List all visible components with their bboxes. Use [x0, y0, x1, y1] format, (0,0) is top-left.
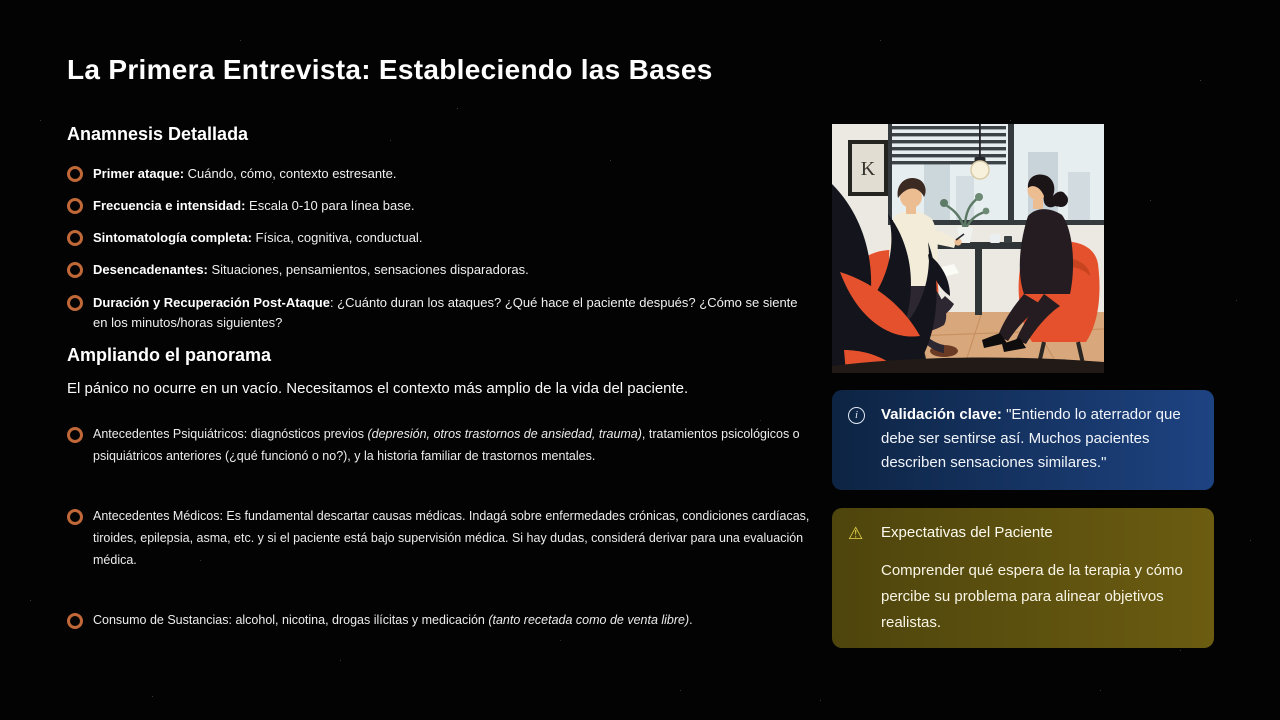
starfield-decoration — [0, 0, 1, 1]
validation-quote: "Entiendo lo aterrador que debe ser sentirse así. Muchos pacientes describen sensaciones similares." — [881, 406, 1181, 471]
list-item — [67, 228, 815, 248]
validation-lead: Validación clave: — [881, 406, 1002, 423]
bullet-ring-icon — [67, 198, 83, 214]
item-rest: Situaciones, pensamientos, sensaciones disparadoras. — [207, 262, 529, 278]
item-pre: Antecedentes Psiquiátricos: diagnósticos previos — [93, 426, 368, 441]
bullet-ring-icon — [67, 230, 83, 246]
therapy-session-illustration — [832, 124, 1104, 373]
list-item-text — [93, 609, 693, 631]
item-lead: Desencadenantes: — [93, 262, 208, 278]
list-item-text — [93, 293, 815, 333]
content-column — [67, 124, 815, 631]
bullet-ring-icon — [67, 166, 83, 182]
item-lead: Duración y Recuperación Post-Ataque — [93, 294, 330, 310]
bullet-ring-icon — [67, 295, 83, 311]
list-item-text — [93, 423, 815, 467]
list-item-text — [93, 228, 422, 248]
list-item — [67, 260, 815, 280]
item-post: . — [689, 612, 693, 627]
bullet-ring-icon — [67, 613, 83, 629]
expectations-text: Comprender qué espera de la terapia y cómo percibe su problema para alinear objetivos realistas. — [881, 562, 1183, 631]
list-item — [67, 423, 815, 467]
item-rest: Física, cognitiva, conductual. — [251, 230, 423, 246]
section-heading-panorama: Ampliando el panorama — [67, 344, 272, 365]
bullet-ring-icon — [67, 509, 83, 525]
section-intro: El pánico no ocurre en un vacío. Necesitamos el contexto más amplio de la vida del paciente. — [67, 379, 689, 397]
frame-monogram: K — [860, 158, 876, 180]
list-item — [67, 196, 815, 216]
item-pre: Consumo de Sustancias: alcohol, nicotina, drogas ilícitas y medicación — [93, 612, 489, 627]
list-item-text — [93, 505, 815, 571]
item-lead: Sintomatología completa: — [93, 230, 252, 246]
context-list — [67, 423, 815, 631]
expectations-callout — [832, 508, 1214, 648]
item-lead: Frecuencia e intensidad: — [93, 198, 246, 214]
list-item-text — [93, 260, 529, 280]
validation-text — [881, 403, 1198, 477]
item-rest: Cuándo, cómo, contexto estresante. — [184, 166, 397, 181]
validation-callout — [832, 390, 1214, 490]
bullet-ring-icon — [67, 427, 83, 443]
list-item-text — [93, 196, 415, 216]
item-italic: (depresión, otros trastornos de ansiedad, trauma) — [367, 426, 642, 441]
item-pre: Antecedentes Médicos: Es fundamental descartar causas médicas. Indagá sobre enfermedades crónicas, condiciones cardíacas, tiroides, epilepsia, asma, etc. y si el paciente está bajo supervisión médica. Si hay dudas, considerá derivar para una evaluación médica. — [93, 508, 810, 567]
illustration-svg — [832, 124, 1104, 373]
list-item-text — [93, 164, 397, 184]
item-post: , tratamientos psicológicos o psiquiátricos anteriores (¿qué funcionó o no?), y la historia familiar de trastornos mentales. — [93, 426, 800, 463]
section-heading-anamnesis: Anamnesis Detallada — [67, 124, 249, 144]
item-italic: (tanto recetada como de venta libre) — [488, 612, 690, 627]
info-circle-icon: i — [848, 407, 865, 424]
list-item — [67, 609, 815, 631]
item-lead: Primer ataque: — [93, 166, 185, 181]
expectations-title: Expectativas del Paciente — [881, 524, 1053, 541]
list-item — [67, 293, 815, 333]
bullet-ring-icon — [67, 262, 83, 278]
item-rest: : ¿Cuánto duran los ataques? ¿Qué hace el paciente después? ¿Cómo se siente en los minutos/horas siguientes? — [93, 294, 798, 330]
list-item — [67, 164, 815, 184]
anamnesis-list — [67, 164, 815, 333]
warning-triangle-icon: ⚠ — [848, 524, 864, 543]
item-rest: Escala 0-10 para línea base. — [245, 198, 415, 214]
list-item — [67, 505, 815, 571]
page-title: La Primera Entrevista: Estableciendo las Bases — [67, 54, 713, 85]
